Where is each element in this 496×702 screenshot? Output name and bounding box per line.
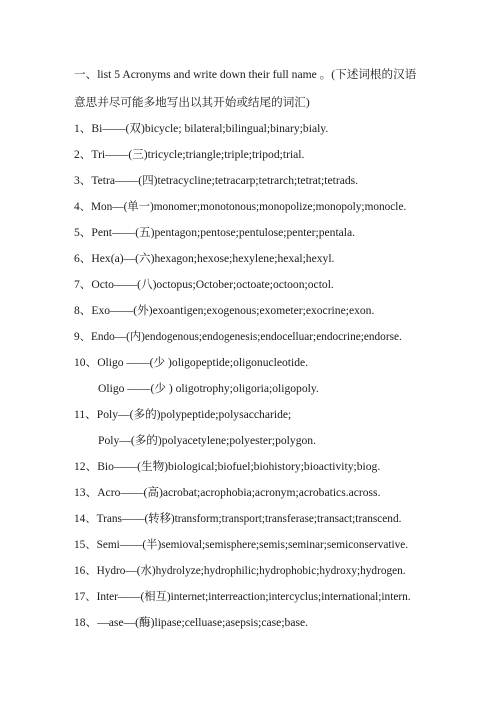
list-item: 2、Tri——(三)tricycle;triangle;triple;tripod;trial. <box>74 148 305 161</box>
list-item-continuation: Poly—(多的)polyacetylene;polyester;polygon. <box>98 434 316 447</box>
list-item: 18、—ase—(酶)lipase;celluase;asepsis;case;base. <box>74 616 309 629</box>
heading-line-2: 意思并尽可能多地写出以其开始或结尾的词汇) <box>74 96 310 109</box>
list-item: 16、Hydro—(水)hydrolyze;hydrophilic;hydrophobic;hydroxy;hydrogen. <box>74 565 406 577</box>
list-item: 9、Endo—(内)endogenous;endogenesis;endocelluar;endocrine;endorse. <box>74 331 402 343</box>
list-item: 15、Semi——(半)semioval;semisphere;semis;seminar;semiconservative. <box>74 539 409 551</box>
list-item: 10、Oligo ——(少 )oligopeptide;oligonucleotide. <box>74 356 309 369</box>
list-item: 8、Exo——(外)exoantigen;exogenous;exometer;exocrine;exon. <box>74 304 375 317</box>
list-item: 4、Mon—(单一)monomer;monotonous;monopolize;monopoly;monocle. <box>74 201 407 213</box>
list-item: 13、Acro——(高)acrobat;acrophobia;acronym;acrobatics.across. <box>74 486 381 499</box>
list-item: 12、Bio——(生物)biological;biofuel;biohistory;bioactivity;biog. <box>74 460 381 473</box>
heading-line-1: 一、list 5 Acronyms and write down their full name 。(下述词根的汉语 <box>74 68 417 81</box>
list-item: 5、Pent——(五)pentagon;pentose;pentulose;penter;pentala. <box>74 226 356 239</box>
list-item: 7、Octo——(八)octopus;October;octoate;octoon;octol. <box>74 278 334 291</box>
list-item: 3、Tetra——(四)tetracycline;tetracarp;tetrarch;tetrat;tetrads. <box>74 174 359 187</box>
list-item: 11、Poly—(多的)polypeptide;polysaccharide; <box>74 408 292 421</box>
list-item: 17、Inter——(相互)internet;interreaction;intercyclus;international;intern. <box>74 591 411 603</box>
list-item: 14、Trans——(转移)transform;transport;transferase;transact;transcend. <box>74 513 402 525</box>
list-item: 6、Hex(a)—(六)hexagon;hexose;hexylene;hexal;hexyl. <box>74 252 335 265</box>
list-item: 1、Bi——(双)bicycle; bilateral;bilingual;binary;bialy. <box>74 122 329 135</box>
list-item-continuation: Oligo ——(少 ) oligotrophy;oligoria;oligopoly. <box>98 382 319 395</box>
